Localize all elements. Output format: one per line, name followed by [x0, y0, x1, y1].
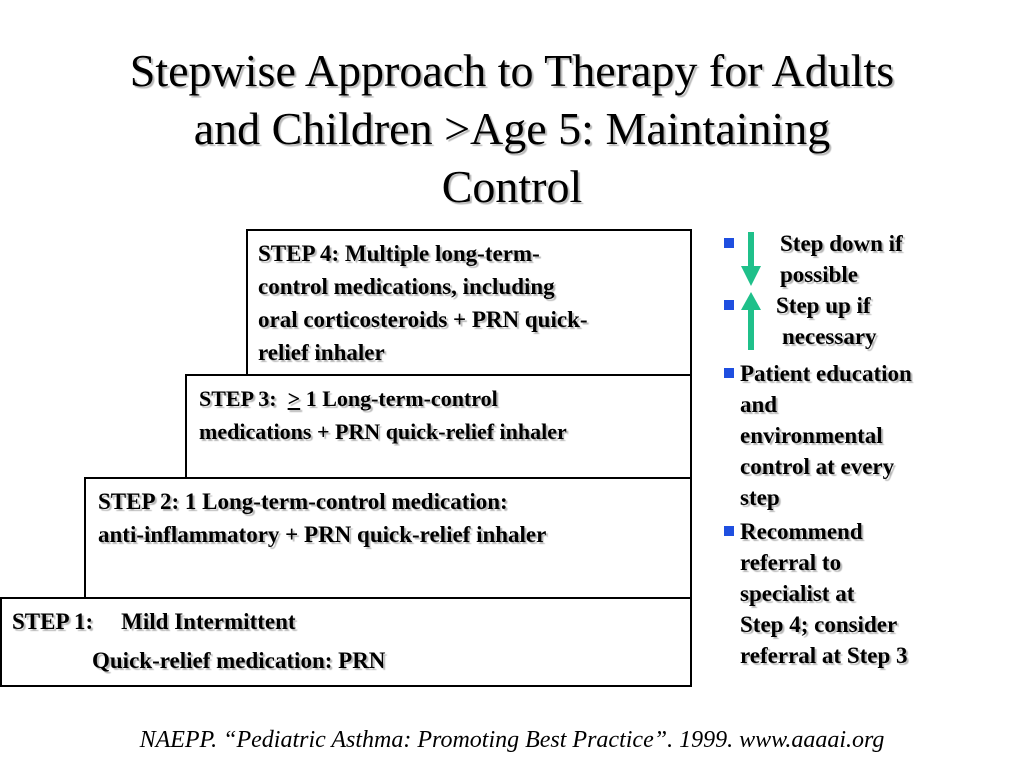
step-3-line-1 [199, 382, 678, 415]
step-up-line-2: necessary [782, 324, 877, 349]
step-4-line-3: oral corticosteroids + PRN quick- [258, 307, 588, 332]
step-1-line-1 [12, 605, 680, 638]
bullet-icon [724, 526, 734, 536]
referral-line-3: specialist at [740, 581, 855, 606]
step-4-line-2: control medications, including [258, 274, 555, 299]
step-3-symbol: > [287, 386, 301, 411]
step-down-line-1: Step down if [780, 231, 903, 256]
step-2-line-1: STEP 2: 1 Long-term-control medication: [98, 489, 508, 514]
referral-line-4: Step 4; consider [740, 612, 898, 637]
step-3-box [185, 374, 692, 479]
step-3-line-2: medications + PRN quick-relief inhaler [199, 419, 567, 444]
step-1-label: STEP 1: [12, 609, 94, 634]
title-line-2: and Children >Age 5: Maintaining [193, 103, 831, 154]
education-line-3: environmental [740, 423, 883, 448]
step-2-line-2: anti-inflammatory + PRN quick-relief inhaler [98, 522, 547, 547]
step-3-prefix: STEP 3: [199, 386, 288, 411]
step-3-rest: 1 Long-term-control [300, 386, 498, 411]
step-2-box [84, 477, 692, 599]
arrow-down-icon [740, 232, 762, 286]
arrow-up-icon [740, 292, 762, 350]
step-1-box [0, 597, 692, 687]
step-4-line-4: relief inhaler [258, 340, 385, 365]
education-line-5: step [740, 485, 780, 510]
title-line-3: Control [441, 161, 583, 212]
step-1-severity: Mild Intermittent [121, 609, 296, 634]
education-line-2: and [740, 392, 778, 417]
bullet-icon [724, 238, 734, 248]
bullet-icon [724, 300, 734, 310]
step-1-line-2: Quick-relief medication: PRN [92, 648, 386, 673]
education-line-1: Patient education [740, 361, 912, 386]
bullet-icon [724, 368, 734, 378]
step-down-line-2: possible [780, 262, 858, 287]
citation: NAEPP. “Pediatric Asthma: Promoting Best Practice”. 1999. www.aaaai.org [139, 727, 885, 753]
step-up-line-1: Step up if [776, 293, 871, 318]
referral-line-1: Recommend [740, 519, 863, 544]
step-4-box [246, 229, 692, 379]
slide-title [40, 42, 984, 216]
referral-line-2: referral to [740, 550, 842, 575]
step-4-line-1: STEP 4: Multiple long-term- [258, 241, 540, 266]
referral-line-5: referral at Step 3 [740, 643, 908, 668]
title-line-1: Stepwise Approach to Therapy for Adults [129, 45, 895, 96]
education-line-4: control at every [740, 454, 895, 479]
